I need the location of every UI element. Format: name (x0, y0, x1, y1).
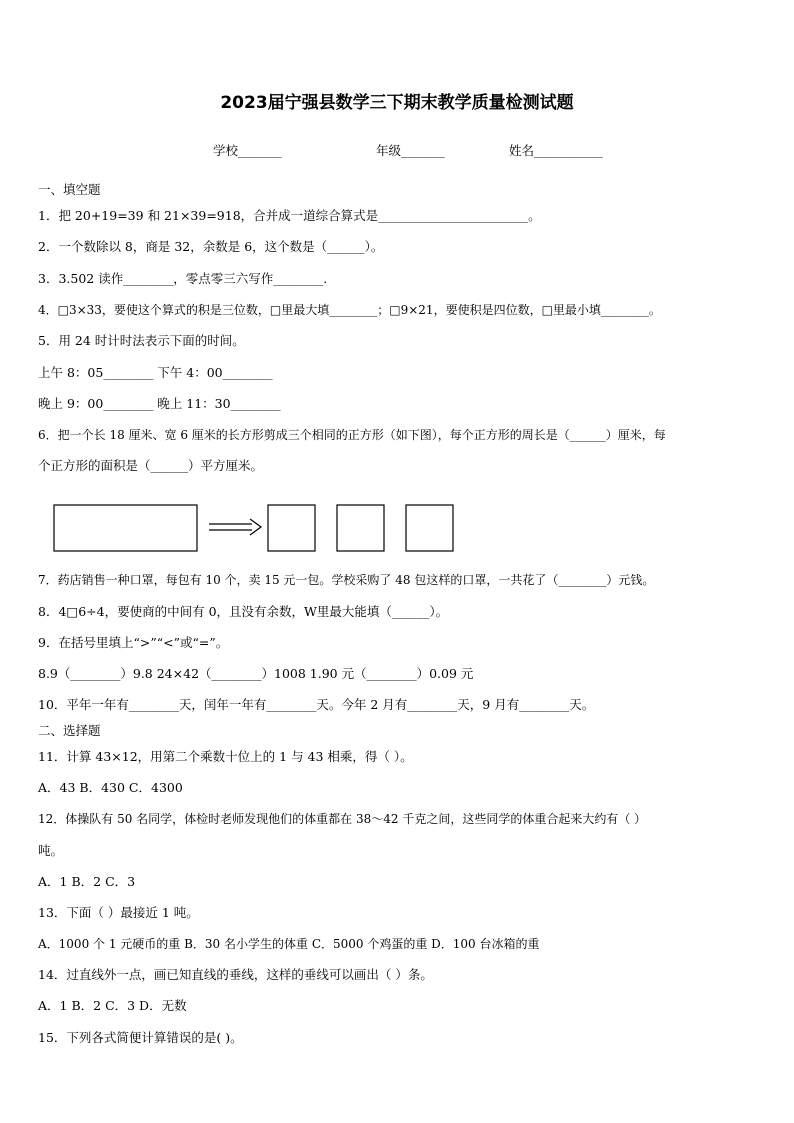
question-11-options: A．43 B．430 C．4300 (38, 780, 183, 795)
grade-field: 年级_______ (376, 143, 445, 158)
question-3: 3．3.502 读作________，零点零三六写作________. (38, 271, 328, 286)
question-15: 15．下列各式简便计算错误的是( )。 (38, 1030, 243, 1045)
question-7: 7．药店销售一种口罩，每包有 10 个，卖 15 元一包。学校采购了 48 包这样的口罩，一共花了（________）元钱。 (38, 573, 655, 587)
question-5-line-a: 上午 8：05________ 下午 4：00________ (38, 365, 273, 380)
question-6-line-b: 个正方形的面积是（______）平方厘米。 (38, 458, 264, 473)
question-13-options: A．1000 个 1 元硬币的重 B．30 名小学生的体重 C．5000 个鸡蛋的重 D．100 台冰箱的重 (38, 937, 540, 951)
question-11: 11．计算 43×12，用第二个乘数十位上的 1 与 43 相乘，得（ ）。 (38, 749, 413, 764)
question-14-options: A．1 B．2 C．3 D．无数 (38, 998, 187, 1013)
question-1: 1．把 20+19=39 和 21×39=918，合并成一道综合算式是________________________。 (38, 208, 541, 223)
question-9: 9．在括号里填上“>”“<”或“=”。 (38, 635, 229, 650)
square-shape-2 (337, 505, 384, 551)
question-4: 4．□3×33，要使这个算式的积是三位数，□里最大填________；□9×21，要使积是四位数，□里最小填________。 (38, 303, 661, 317)
question-13: 13．下面（ ）最接近 1 吨。 (38, 905, 199, 920)
question-5-line-b: 晚上 9：00________ 晚上 11：30________ (38, 396, 281, 411)
question-9-items: 8.9（________）9.8 24×42（________）1008 1.90 元（________）0.09 元 (38, 666, 474, 681)
question-10: 10．平年一年有________天，闰年一年有________天。今年 2 月有________天，9 月有________天。 (38, 697, 595, 712)
school-field: 学校_______ (213, 143, 282, 158)
square-shape-1 (268, 505, 315, 551)
section-multiple-choice: 二、选择题 (38, 723, 101, 738)
question-12-line-a: 12．体操队有 50 名同学，体检时老师发现他们的体重都在 38～42 千克之间，这些同学的体重合起来大约有（ ） (38, 812, 647, 826)
square-shape-3 (406, 505, 453, 551)
section-fill-in: 一、填空题 (38, 182, 101, 197)
page-title: 2023届宁强县数学三下期末教学质量检测试题 (220, 93, 574, 113)
question-8: 8．4□6÷4，要使商的中间有 0，且没有余数，W里最大能填（______）。 (38, 604, 449, 619)
question-12-line-b: 吨。 (38, 843, 64, 858)
question-2: 2．一个数除以 8，商是 32，余数是 6，这个数是（______）。 (38, 239, 384, 254)
rectangle-to-squares-figure (0, 500, 794, 560)
question-6-line-a: 6．把一个长 18 厘米、宽 6 厘米的长方形剪成三个相同的正方形（如下图），每个正方形的周长是（______）厘米，每 (38, 428, 666, 442)
name-field: 姓名___________ (509, 143, 603, 158)
question-5: 5．用 24 时计时法表示下面的时间。 (38, 333, 245, 348)
arrow-icon (209, 519, 261, 535)
question-14: 14．过直线外一点，画已知直线的垂线，这样的垂线可以画出（ ）条。 (38, 967, 433, 982)
question-12-options: A．1 B．2 C．3 (38, 874, 136, 889)
rectangle-shape (54, 505, 197, 551)
